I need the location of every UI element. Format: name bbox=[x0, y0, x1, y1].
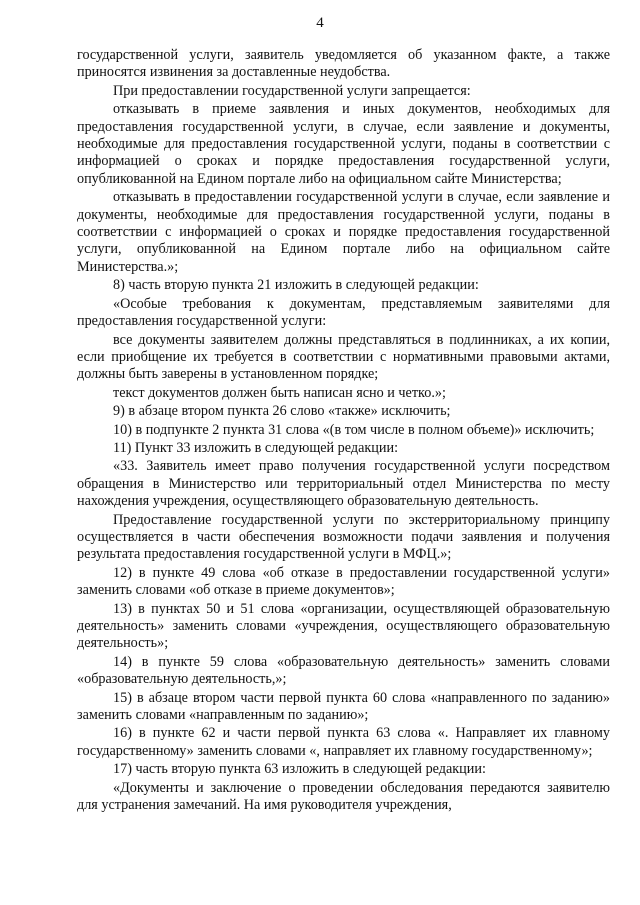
document-paragraph: 11) Пункт 33 изложить в следующей редакции: bbox=[113, 439, 399, 456]
document-paragraph: 9) в абзаце втором пункта 26 слово «также» исключить; bbox=[113, 403, 451, 420]
document-paragraph: «Документы и заключение о проведении обследования передаются заявителю для устранения замечаний. На имя руководителя учреждения, bbox=[77, 779, 610, 814]
document-paragraph: 15) в абзаце втором части первой пункта 60 слова «направленного по заданию» заменить словами «направленным по заданию»; bbox=[77, 689, 610, 724]
page-number: 4 bbox=[316, 15, 324, 31]
document-paragraph: 16) в пункте 62 и части первой пункта 63 слова «. Направляет их главному государственному» заменить словами «, направляет их главному государственному»; bbox=[77, 725, 610, 759]
document-paragraph: 10) в подпункте 2 пункта 31 слова «(в том числе в полном объеме)» исключить; bbox=[113, 421, 595, 438]
document-paragraph: «33. Заявитель имеет право получения государственной услуги посредством обращения в Министерство или территориальный отдел Министерства по месту нахождения учреждения, осуществляющего образовательную деятельность. bbox=[77, 458, 610, 510]
document-paragraph: 14) в пункте 59 слова «образовательную деятельность» заменить словами «образовательную деятельность,»; bbox=[77, 653, 610, 688]
document-paragraph: 13) в пунктах 50 и 51 слова «организации, осуществляющей образовательную деятельность» заменить словами «учреждения, осуществляющего образовательную деятельность»; bbox=[77, 600, 610, 652]
document-paragraph: При предоставлении государственной услуги запрещается: bbox=[113, 82, 471, 99]
document-paragraph: отказывать в приеме заявления и иных документов, необходимых для предоставления государственной услуги, в случае, если заявление и документы, необходимые для предоставления государственной услуги, поданы в соответствии с информацией о сроках и порядке предоставления государственной услуги, опубликованной на Едином портале либо на официальном сайте Министерства; bbox=[77, 101, 610, 187]
document-paragraph: Предоставление государственной услуги по экстерриториальному принципу осуществляется в части обеспечения возможности подачи заявления и получения результата предоставления государственной услуги в МФЦ.»; bbox=[77, 511, 610, 563]
document-paragraph: 17) часть вторую пункта 63 изложить в следующей редакции: bbox=[113, 761, 486, 778]
document-paragraph: текст документов должен быть написан ясно и четко.»; bbox=[113, 384, 446, 401]
document-paragraph: 12) в пункте 49 слова «об отказе в предоставлении государственной услуги» заменить словами «об отказе в приеме документов»; bbox=[77, 564, 610, 599]
document-paragraph: государственной услуги, заявитель уведомляется об указанном факте, а также приносятся извинения за доставленные неудобства. bbox=[77, 47, 610, 81]
document-body bbox=[77, 47, 610, 815]
document-paragraph: 8) часть вторую пункта 21 изложить в следующей редакции: bbox=[113, 277, 479, 294]
document-paragraph: «Особые требования к документам, представляемым заявителями для предоставления государственной услуги: bbox=[77, 295, 610, 330]
document-paragraph: все документы заявителем должны представляться в подлинниках, а их копии, если приобщение их требуется в соответствии с нормативными правовыми актами, должны быть заверены в установленном порядке; bbox=[77, 331, 610, 383]
document-paragraph: отказывать в предоставлении государственной услуги в случае, если заявление и документы, необходимые для предоставления государственной услуги, поданы в соответствии с информацией о сроках и порядке предоставления государственной услуги, опубликованной на Едином портале либо на официальном сайте Министерства.»; bbox=[77, 189, 610, 275]
